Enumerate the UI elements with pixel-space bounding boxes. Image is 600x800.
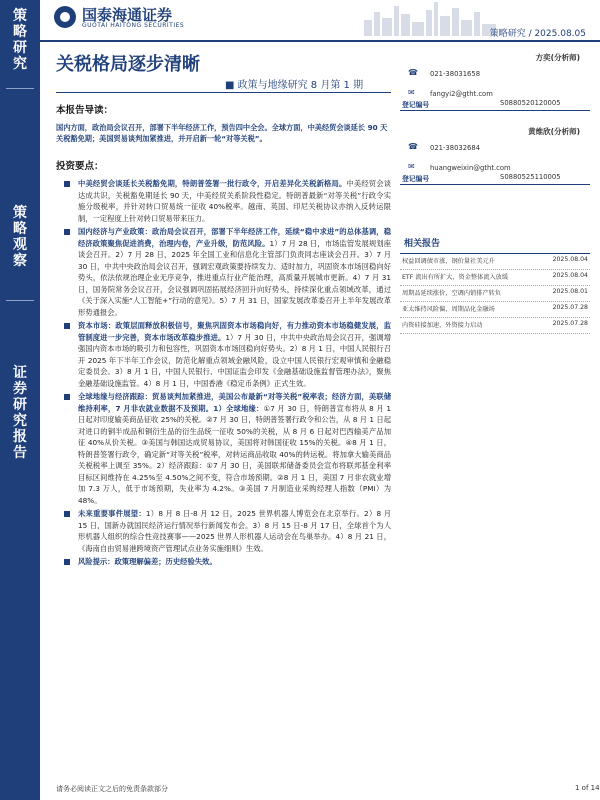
- sidebar-char: 究: [13, 413, 27, 429]
- sidebar: [0, 0, 40, 800]
- related-report-title: ETF 流出有所扩大，资金整体流入放缓: [402, 274, 509, 281]
- sidebar-char: 略: [13, 24, 27, 40]
- email-icon: ✉: [408, 88, 415, 97]
- key-point-lead: 风险提示：政策理解偏差；历史经验失效。: [78, 557, 217, 566]
- related-report-date: 2025.08.01: [552, 288, 588, 295]
- report-subtitle: ■ 政策与地缘研究 8 月第 1 期: [225, 80, 364, 91]
- related-report-title: 权益回调债市涨，钢价量社美元升: [402, 258, 495, 265]
- sidebar-char: 观: [13, 237, 27, 253]
- company-logo-icon: [54, 6, 76, 28]
- city-skyline-icon: [360, 0, 500, 36]
- analyst-card: [400, 126, 590, 224]
- related-report-title: 周期品延续涨价，空调内销排产转负: [402, 290, 501, 297]
- key-point-body: ①7 月 30 日，特朗普宣布将从 8 月 1 日起对印度输美商品征收 25%的关税。②7 月 30 日，特朗普签署行政令和公告，从 8 月 1 日起对进口的铜半成品和铜衍生品的衍生品统一征收 50%的关税，从 8 月 6 日起对巴西输美产品加征 40%从价关税。③美国与韩国达成贸易协议，美国将对韩国征收 15%的关税。④8 月 1 日，特朗普签署行政令，确定新“对等关税”税率，对转运商品收取 40%的转运税。将加拿大输美商品关税税率上调至 35%。2）经济跟踪：①7 月 30 日，美国联邦储备委员会宣布将联邦基金利率目标区间维持在 4.25%至 4.50%之间不变，符合市场预期。②8 月 1 日，美国 7 月非农就业增加 7.3 万人，低于市场预期，失业率为 4.2%。③美国 7 月制造业采购经理人指数（PMI）为 48%。: [78, 403, 391, 505]
- sidebar-divider: [6, 88, 34, 89]
- related-reports-title: 相关报告: [400, 236, 590, 254]
- related-report-date: 2025.08.04: [552, 272, 588, 279]
- related-report-item[interactable]: [400, 254, 590, 270]
- key-point: [56, 178, 391, 224]
- related-report-date: 2025.07.28: [552, 320, 588, 327]
- title-divider: [56, 92, 391, 93]
- registration-label: 登记编号: [402, 101, 430, 109]
- key-point: [56, 508, 391, 554]
- analyst-name: 方奕(分析师): [535, 53, 580, 62]
- analyst-email[interactable]: fangyi2@gtht.com: [430, 90, 493, 98]
- risk-warning: [56, 556, 391, 568]
- key-point: [56, 391, 391, 506]
- phone-icon: ☎: [408, 68, 418, 77]
- sidebar-char: 研: [13, 40, 27, 56]
- key-point-lead: 资本市场：政策层面释放积极信号，聚焦巩固资本市场稳向好，有力推动资本市场稳健发展，监管制度进一步完善，资本市场改革稳步推进。: [78, 321, 391, 342]
- sidebar-category-securities-report: [0, 365, 40, 461]
- related-report-item[interactable]: [400, 286, 590, 302]
- key-point-body: 中美经贸会谈达成共识，关税豁免期延长 90 天，中美经贸关系阶段性稳定。特朗普最新“对等关税”行政令实施分级税率，并针对转口贸易统一征收 40%税率。越南、英国、印尼关税协议亦纳入反转运限制，一定程度上针对转口贸易带来压力。: [78, 179, 391, 223]
- key-point-lead: 全球地缘与经济跟踪：贸易谈判加紧推进，美国公布最新“对等关税”税率表；经济方面，美联储维持利率，7 月非农就业数据不及预期。1）全球地缘：: [78, 392, 391, 413]
- sidebar-category-strategy-research: [0, 8, 40, 72]
- key-point: [56, 226, 391, 318]
- company-name-en: GUOTAI HAITONG SECURITIES: [82, 22, 185, 29]
- key-points-heading: 投资要点：: [56, 161, 104, 172]
- analyst-divider: [400, 184, 590, 185]
- sidebar-char: 告: [13, 445, 27, 461]
- footer-disclaimer: 请务必阅读正文之后的免责条款部分: [56, 785, 168, 793]
- report-title: 关税格局逐步清晰: [56, 54, 200, 75]
- related-report-title: 亚太维持风险偏，周期品化金融场: [402, 306, 495, 313]
- sidebar-char: 略: [13, 221, 27, 237]
- key-point-lead: 未来重要事件展望：: [78, 509, 146, 518]
- email-icon: ✉: [408, 162, 415, 171]
- registration-label: 登记编号: [402, 175, 430, 183]
- analyst-panel: [400, 52, 590, 224]
- sidebar-char: 察: [13, 253, 27, 269]
- report-body: [56, 100, 391, 570]
- related-report-date: 2025.08.04: [552, 256, 588, 263]
- related-report-item[interactable]: [400, 270, 590, 286]
- related-reports: [400, 236, 590, 334]
- related-report-item[interactable]: [400, 302, 590, 318]
- key-point-lead: 中美经贸会谈延长关税豁免期，特朗普签署一批行政令，开启差异化关税新格局。: [78, 179, 347, 188]
- analyst-phone: 021-38032684: [430, 144, 481, 152]
- header: [40, 0, 600, 40]
- sidebar-char: 策: [13, 8, 27, 24]
- related-report-title: 内资硅接加速，外资接力启动: [402, 322, 483, 329]
- key-point-lead: 国内经济与产业政策：政治局会议召开，部署下半年经济工作，延续“稳中求进”的总体基调，稳经济政策聚焦促进消费，治理内卷，产业升级，防范风险。: [78, 227, 391, 248]
- sidebar-divider: [6, 300, 34, 301]
- analyst-divider: [400, 110, 590, 111]
- analyst-phone: 021-38031658: [430, 70, 481, 78]
- sidebar-char: 券: [13, 381, 27, 397]
- key-point-body: 1）8 月 8 日-8 月 12 日，2025 世界机器人博览会在北京举行。2）8 月 15 日，国新办就国民经济运行情况举行新闻发布会。3）8 月 15 日-8 月 17 日，全球首个为人形机器人组织的综合性竞技赛事——2025 世界人形机器人运动会在鸟巢举办。4）8 月 21 日，《海南自由贸易港跨境资产管理试点业务实施细则》生效。: [78, 509, 391, 553]
- key-point-body: 1）7 月 30 日，中共中央政治局会议召开，强调增强国内资本市场的吸引力和包容性，巩固资本市场回稳向好势头。2）8 月 1 日，中国人民银行召开 2025 年下半年工作会议，防范化解重点领域金融风险，设立中国人民银行宏观审慎和金融稳定委员会。3）8 月 1 日，中国人民银行、中国证监会印发《金融基础设施监督管理办法》，聚焦金融基础设施监管。4）8 月 1 日，中国香港《稳定币条例》正式生效。: [78, 332, 391, 388]
- sidebar-category-strategy-observation: [0, 205, 40, 269]
- sidebar-char: 证: [13, 365, 27, 381]
- related-report-item[interactable]: [400, 318, 590, 334]
- analyst-name: 黄维欣(分析师): [528, 127, 580, 136]
- company-name-cn: 国泰海通证券: [82, 6, 173, 24]
- analyst-email[interactable]: huangweixin@gtht.com: [430, 164, 511, 172]
- guide-text: 国内方面，政治局会议召开，部署下半年经济工作，预告四中全会。全球方面，中美经贸会谈延长 90 天关税豁免期；美国贸易谈判加紧推进，并开启新一轮“对等关税”。: [56, 123, 388, 143]
- registration-number: S0880520120005: [500, 99, 561, 107]
- sidebar-char: 报: [13, 429, 27, 445]
- guide-heading: 本报告导读：: [56, 105, 114, 116]
- related-report-date: 2025.07.28: [552, 304, 588, 311]
- sidebar-char: 策: [13, 205, 27, 221]
- sidebar-char: 研: [13, 397, 27, 413]
- sidebar-char: 究: [13, 56, 27, 72]
- key-point: [56, 320, 391, 389]
- header-divider: [40, 40, 600, 42]
- report-category-date: 策略研究 / 2025.08.05: [489, 29, 586, 39]
- phone-icon: ☎: [408, 142, 418, 151]
- registration-number: S0880525110005: [500, 173, 561, 181]
- page-number: 1 of 14: [575, 784, 600, 792]
- key-point-body: 1）7 月 28 日，市场监管发展规划座谈会召开。2）7 月 28 日，2025 年全国工业和信息化主管部门负责同志座谈会召开。3）7 月 30 日，中共中央政治局会议召开，强调宏观政策要持续发力、适时加力，巩固资本市场回稳向好势头，依法依规治理企业无序竞争，推进重点行业产能治理，高质量开展城市更新。4）7 月 31 日，国务院常务会议召开，会议强调巩固拓展经济回升向好势头，持续深化重点领域改革，通过《关于深入实施“人工智能+”行动的意见》。5）7 月 31 日，国家发展改革委召开上半年发展改革形势通报会。: [78, 238, 392, 317]
